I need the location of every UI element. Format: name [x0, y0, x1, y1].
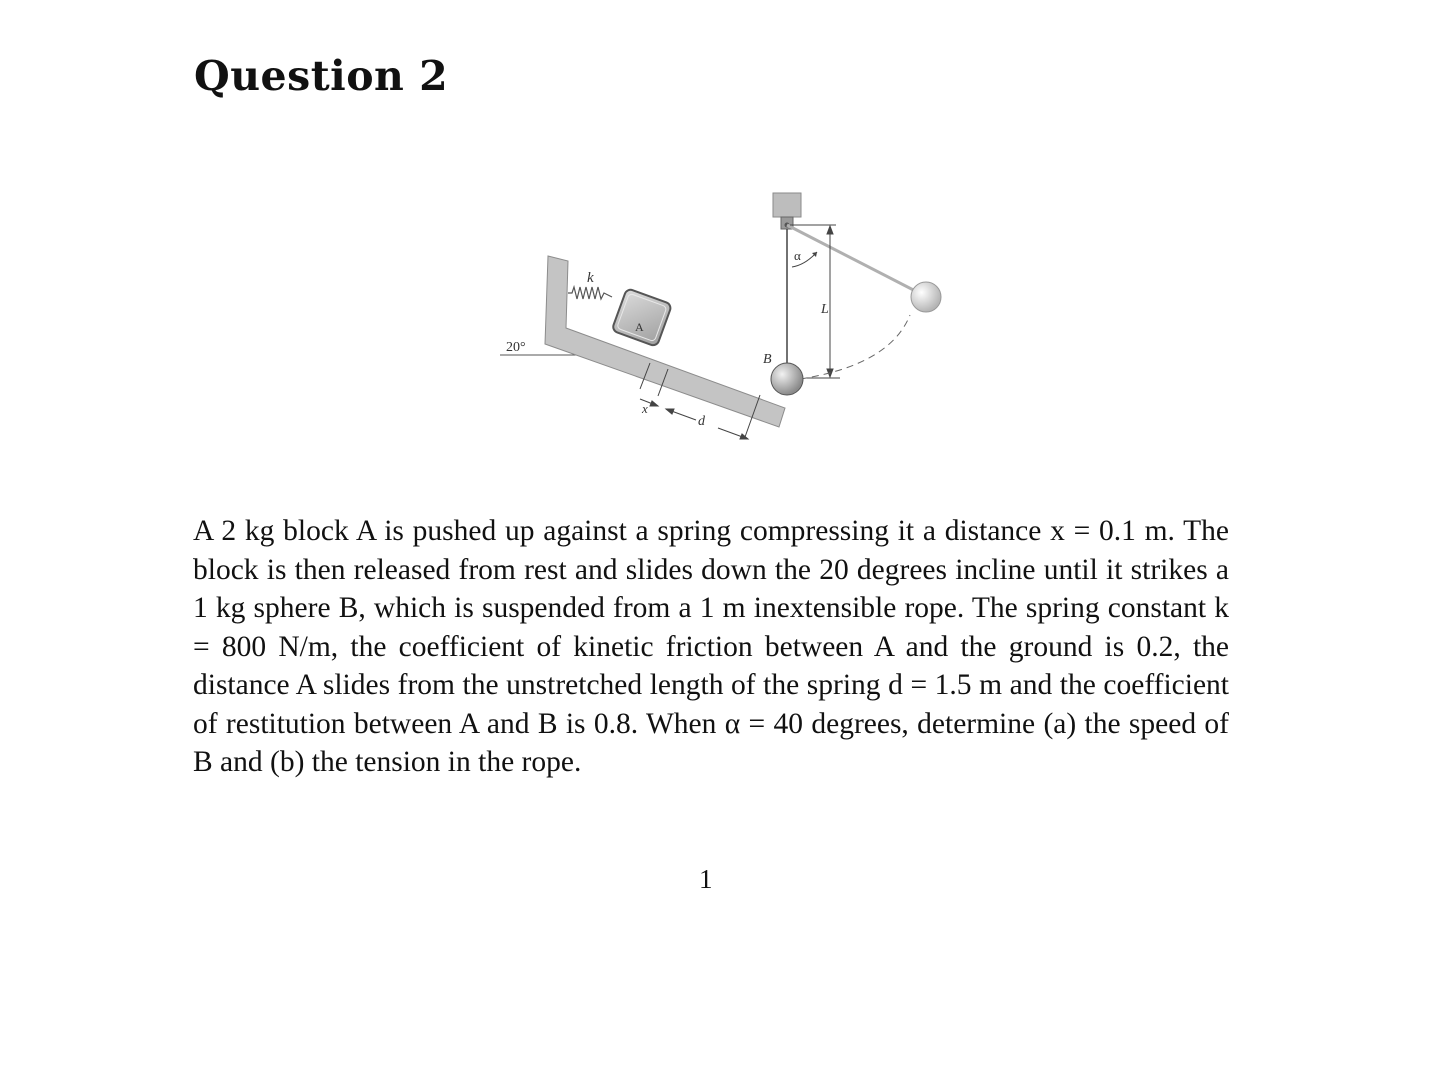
problem-statement: A 2 kg block A is pushed up against a spring compressing it a distance x = 0.1 m. The block is then released from rest and slides down the 20 degrees incline until it strikes a 1 kg sphere B, which is suspended from a 1 m inextensible rope. The spring constant k = 800 N/m, the coefficient of kinetic friction between A and the ground is 0.2, the distance A slides from the unstretched length of the spring d = 1.5 m and the coefficient of restitution between A and B is 0.8. When α = 40 degrees, determine (a) the speed of B and (b) the tension in the rope.	[193, 515, 1229, 778]
block-label: A	[635, 320, 644, 334]
angle-label: 20°	[506, 340, 526, 355]
alpha-label: α	[794, 248, 801, 263]
problem-figure	[490, 185, 960, 455]
sphere-label: B	[763, 352, 772, 367]
swing-path	[800, 315, 910, 379]
sphere-b	[771, 363, 803, 395]
spring	[568, 287, 612, 299]
question-title: Question 2	[194, 52, 449, 100]
length-label: L	[821, 302, 829, 317]
incline-ground	[545, 256, 785, 427]
page-number: 1	[699, 864, 713, 894]
block-a	[612, 288, 672, 347]
x-label: x	[642, 401, 648, 416]
rope-swung	[787, 225, 927, 297]
spring-constant-label: k	[587, 270, 594, 286]
sphere-swung	[911, 282, 941, 312]
d-label: d	[698, 414, 705, 429]
ceiling-support	[773, 193, 801, 217]
